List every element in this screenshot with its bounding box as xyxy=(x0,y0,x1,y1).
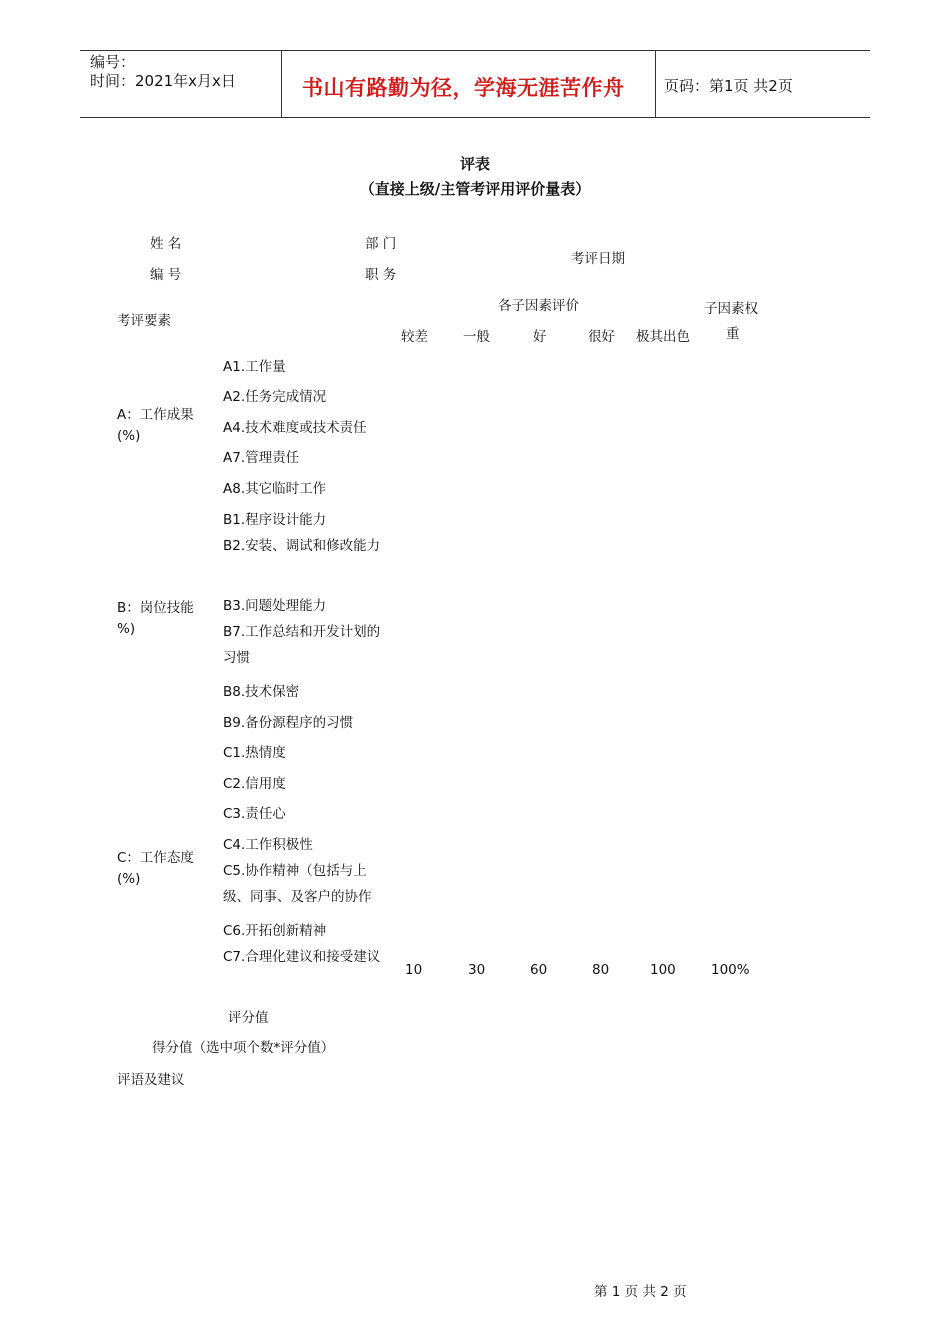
info-dept-label: 部 门 xyxy=(365,236,397,252)
info-date-label: 考评日期 xyxy=(571,251,625,267)
factors-header: 考评要素 xyxy=(117,313,171,329)
score-label: 评分值 xyxy=(228,1010,269,1026)
weight-header-line1: 子因素权 xyxy=(704,301,758,317)
item-c7: C7.合理化建议和接受建议 xyxy=(223,949,381,965)
item-b2: B2.安装、调试和修改能力 xyxy=(223,538,381,554)
weight-header-line2: 重 xyxy=(726,326,740,342)
item-b7: B7.工作总结和开发计划的习惯 xyxy=(223,624,381,666)
level-very-good: 很好 xyxy=(588,329,615,345)
score-poor: 10 xyxy=(405,962,423,978)
comment-label: 评语及建议 xyxy=(117,1072,185,1088)
group-c-percent: (%) xyxy=(117,871,141,887)
page-title: 评表 xyxy=(459,155,490,173)
header-motto: 书山有路勤为径，学海无涯苦作舟 xyxy=(302,76,625,100)
total-label: 得分值（选中项个数*评分值） xyxy=(152,1040,335,1056)
item-c6: C6.开拓创新精神 xyxy=(223,923,327,939)
item-c4: C4.工作积极性 xyxy=(223,837,313,853)
item-c5: C5.协作精神（包括与上级、同事、及客户的协作 xyxy=(223,863,372,905)
header-divider-right xyxy=(655,50,656,117)
score-average: 30 xyxy=(468,962,486,978)
page-footer: 第 1 页 共 2 页 xyxy=(594,1284,687,1300)
item-c3: C3.责任心 xyxy=(223,806,286,822)
score-very-good: 80 xyxy=(592,962,610,978)
group-c-label: C：工作态度 xyxy=(117,850,194,866)
group-a-percent: (%) xyxy=(117,428,141,444)
info-position-label: 职 务 xyxy=(365,267,397,283)
sub-eval-header: 各子因素评价 xyxy=(498,298,579,314)
score-excellent: 100 xyxy=(650,962,676,978)
item-b3: B3.问题处理能力 xyxy=(223,598,327,614)
score-good: 60 xyxy=(530,962,548,978)
page-subtitle: （直接上级/主管考评用评价量表） xyxy=(359,180,591,198)
item-a2: A2.任务完成情况 xyxy=(223,389,327,405)
level-good: 好 xyxy=(533,329,547,345)
header-time-label: 时间：2021年x月x日 xyxy=(90,72,236,90)
info-name-label: 姓 名 xyxy=(150,236,182,252)
group-b-label: B：岗位技能 xyxy=(117,600,194,616)
header-number-label: 编号： xyxy=(90,53,136,71)
group-b-percent: %) xyxy=(117,621,136,637)
item-c1: C1.热情度 xyxy=(223,745,286,761)
header-page-label: 页码：第1页 共2页 xyxy=(664,77,793,95)
score-weight: 100% xyxy=(711,962,750,978)
item-b1: B1.程序设计能力 xyxy=(223,512,327,528)
header-divider-left xyxy=(281,50,282,117)
level-excellent: 极其出色 xyxy=(636,329,690,345)
info-number-label: 编 号 xyxy=(150,267,182,283)
level-average: 一般 xyxy=(463,329,490,345)
item-a4: A4.技术难度或技术责任 xyxy=(223,420,367,436)
item-b8: B8.技术保密 xyxy=(223,684,300,700)
level-poor: 较差 xyxy=(401,329,428,345)
item-c2: C2.信用度 xyxy=(223,776,286,792)
item-a1: A1.工作量 xyxy=(223,359,286,375)
header-bottom-rule xyxy=(80,117,870,118)
item-a7: A7.管理责任 xyxy=(223,450,300,466)
item-b9: B9.备份源程序的习惯 xyxy=(223,715,354,731)
header-top-rule xyxy=(80,50,870,51)
group-a-label: A：工作成果 xyxy=(117,407,194,423)
item-a8: A8.其它临时工作 xyxy=(223,481,327,497)
